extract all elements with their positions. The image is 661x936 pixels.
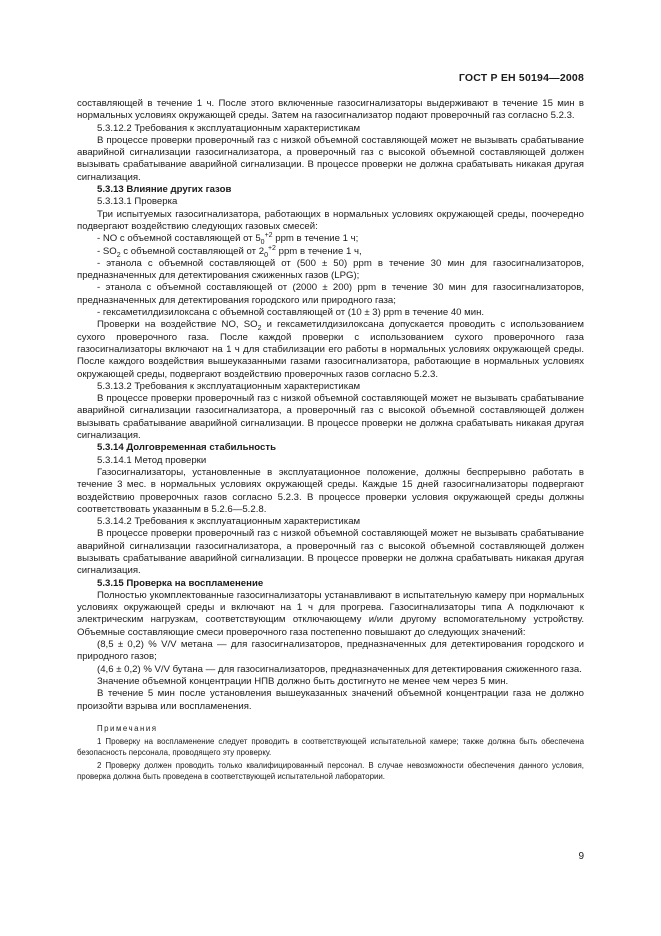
paragraph: Три испытуемых газосигнализатора, работающих в нормальных условиях окружающей среды, поочередно подвергают воздействию следующих газовых смесей: — [77, 208, 584, 232]
list-item-no: - NO с объемной составляющей от $5_0^{+2}$ ppm в течение 1 ч; — [97, 232, 359, 247]
document-body — [77, 98, 584, 784]
paragraph: (4,6 ± 0,2) % V/V бутана — для газосигнализаторов, предназначенных для детектирования сжиженного газа. — [97, 663, 582, 675]
page-number: 9 — [578, 851, 584, 862]
paragraph: Значение объемной концентрации НПВ должно быть достигнуто не менее чем через 5 мин. — [97, 675, 509, 687]
note-item: 2 Проверку должен проводить только квалифицированный персонал. В случае невозможности обеспечения данного условия, проверка должна быть проведена в соответствующей испытательной лаборатории. — [77, 760, 584, 781]
paragraph: (8,5 ± 0,2) % V/V метана — для газосигнализаторов, предназначенных для детектирования городского и природного газов; — [77, 639, 584, 663]
list-item-ethanol-lpg: - этанола с объемной составляющей от (500 ± 50) ppm в течение 30 мин для газосигнализаторов, предназначенных для детектирования сжиженных газов (LPG); — [77, 257, 584, 282]
paragraph: В процессе проверки проверочный газ с низкой объемной составляющей может не вызывать срабатывание аварийной сигнализации газосигнализатора, а проверочный газ с высокой объемной составляющей должен вызывать срабатывание аварийной сигнализации. В процессе проверки не должна срабатывать никакая другая сигнализация. — [77, 393, 584, 442]
paragraph: Полностью укомплектованные газосигнализаторы устанавливают в испытательную камеру при нормальных условиях окружающей среды и включают на 1 ч для прогрева. Газосигнализаторы типа А подключают к электрическим нагрузкам, соответствующим отключающему и/или другому вспомогательному устройству. Объемные составляющие смеси проверочного газа постепенно повышают до следующих значений: — [77, 589, 584, 638]
section-heading-5-3-15: 5.3.15 Проверка на воспламенение — [97, 577, 264, 589]
section-heading-5-3-12-2: 5.3.12.2 Требования к эксплуатационным характеристикам — [97, 122, 361, 134]
list-item-ethanol-natural-gas: - этанола с объемной составляющей от (2000 ± 200) ppm в течение 30 мин для газосигнализаторов, предназначенных для детектирования городского или природного газа; — [77, 282, 584, 306]
page-header-standard-id: ГОСТ Р ЕН 50194—2008 — [458, 72, 584, 84]
paragraph: В течение 5 мин после установления вышеуказанных значений объемной концентрации газа не должно произойти взрыва или воспламенения. — [77, 688, 584, 712]
list-item-hmds: - гексаметилдизилоксана с объемной составляющей от (10 ± 3) ppm в течение 40 мин. — [97, 307, 485, 319]
section-heading-5-3-14-2: 5.3.14.2 Требования к эксплуатационным характеристикам — [97, 516, 361, 528]
section-heading-5-3-14: 5.3.14 Долговременная стабильность — [97, 442, 276, 454]
note-item: 1 Проверку на воспламенение следует проводить в соответствующей испытательной камере; также должна быть обеспечена безопасность персонала, проводящего эту проверку. — [77, 736, 584, 757]
paragraph: Газосигнализаторы, установленные в эксплуатационное положение, должны беспрерывно работать в течение 3 мес. в нормальных условиях окружающей среды. Каждые 15 дней газосигнализаторы подвергают воздействию проверочных газов согласно 5.2.3. В процессе проверки условия окружающей среды должны соответствовать указанным в 5.2.6—5.2.8. — [77, 466, 584, 515]
section-heading-5-3-13: 5.3.13 Влияние других газов — [97, 184, 232, 196]
paragraph: В процессе проверки проверочный газ с низкой объемной составляющей может не вызывать срабатывание аварийной сигнализации газосигнализатора, а проверочный газ с высокой объемной составляющей должен вызывать срабатывание аварийной сигнализации. В процессе проверки не должна срабатывать никакая другая сигнализация. — [77, 134, 584, 183]
list-item-so2: - $SO_2$ с объемной составляющей от $2_0^{+2}$ ppm в течение 1 ч, — [97, 244, 362, 259]
section-heading-5-3-13-2: 5.3.13.2 Требования к эксплуатационным характеристикам — [97, 380, 361, 392]
paragraph: В процессе проверки проверочный газ с низкой объемной составляющей может не вызывать срабатывание аварийной сигнализации газосигнализатора, а проверочный газ с высокой объемной составляющей должен вызывать срабатывание аварийной сигнализации. В процессе проверки не должна срабатывать никакая другая сигнализация. — [77, 528, 584, 577]
section-heading-5-3-14-1: 5.3.14.1 Метод проверки — [97, 454, 207, 466]
paragraph: Проверки на воздействие NO, $SO_2$ и гексаметилдизилоксана допускается проводить с использованием сухого проверочного газа. После каждой проверки с использованием сухого проверочного газа газосигнализаторы включают на 1 ч для стабилизации его работы в нормальных условиях окружающей среды. После каждого воздействия вышеуказанными газами газосигнализатора, работающие в нормальных условиях окружающей среды, подвергают воздействию проверочных газов согласно 5.2.3. — [77, 319, 584, 380]
paragraph: составляющей в течение 1 ч. После этого включенные газосигнализаторы выдерживают в течение 15 мин в нормальных условиях окружающей среды. Затем на газосигнализатор подают проверочный газ согласно 5.2.3. — [77, 98, 584, 122]
notes-title: Примечания — [97, 723, 158, 733]
notes-block — [77, 723, 584, 782]
section-heading-5-3-13-1: 5.3.13.1 Проверка — [97, 196, 178, 208]
